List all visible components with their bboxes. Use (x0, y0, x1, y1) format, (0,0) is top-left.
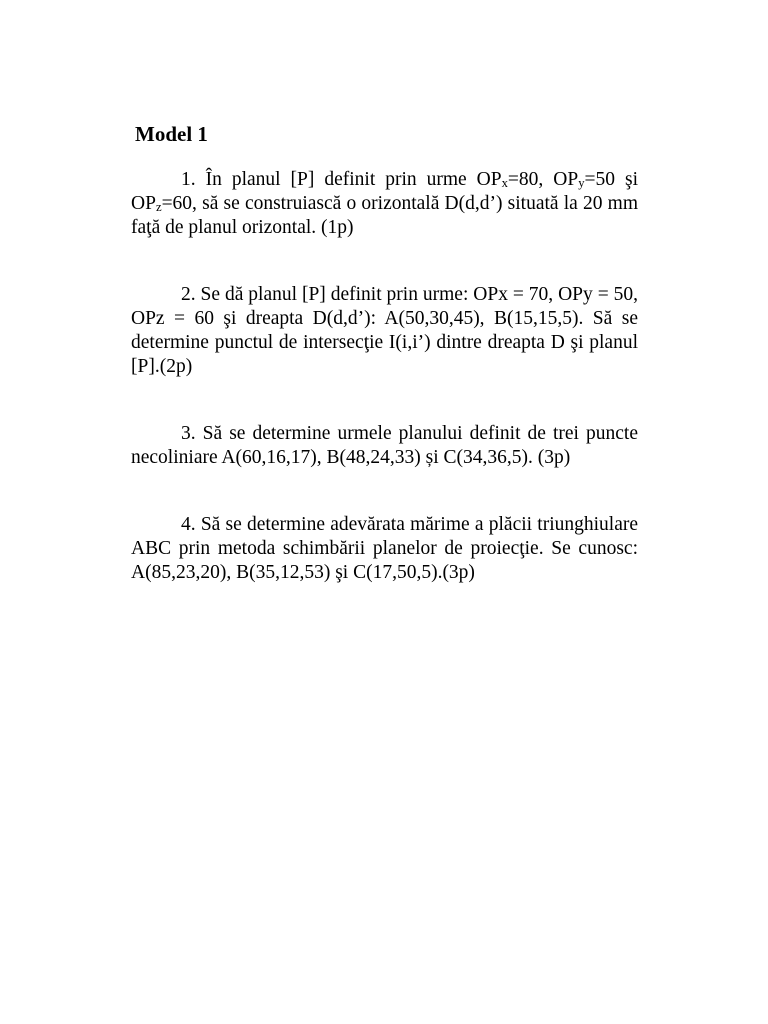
exercise-3: 3. Să se determine urmele planului definit de trei puncte necoliniare A(60,16,17), B(48,24,33) și C(34,36,5). (3p) (131, 423, 638, 468)
exercise-1-text-before: 1. În planul [P] definit prin urme OP (181, 169, 502, 190)
document-title: Model 1 (135, 122, 208, 146)
exercise-1 (131, 168, 638, 240)
exercise-2: 2. Se dă planul [P] definit prin urme: OPx = 70, OPy = 50, OPz = 60 şi dreapta D(d,d’): A(50,30,45), B(15,15,5). Să se determine punctul de intersecţie I(i,i’) dintre dreapta D şi planul [P].(2p) (131, 284, 638, 377)
exercise-1-text-mid-2: =50 şi OP (131, 169, 638, 214)
exercise-1-subscript-x: x (501, 175, 508, 190)
exercise-1-text-after: =60, să se construiască o orizontală D(d,d’) situată la 20 mm faţă de planul orizontal. (1p) (131, 193, 638, 238)
exercise-1-subscript-y: y (578, 175, 585, 190)
exercise-4: 4. Să se determine adevărata mărime a plăcii triunghiulare ABC prin metoda schimbării planelor de proiecţie. Se cunosc: A(85,23,20), B(35,12,53) şi C(17,50,5).(3p) (131, 514, 638, 583)
exercise-1-text-mid-1: =80, OP (507, 169, 579, 190)
exercise-1-subscript-z: z (155, 199, 162, 214)
exercise-list (131, 168, 638, 585)
